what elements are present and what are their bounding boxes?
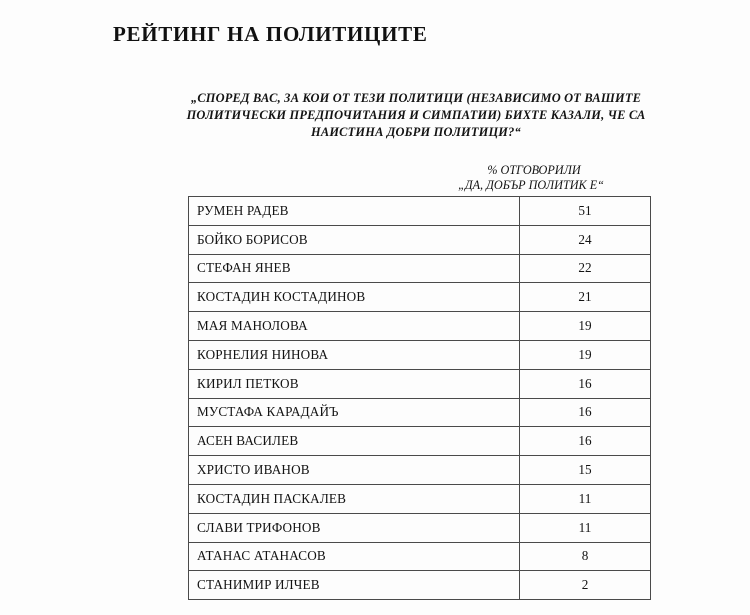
politician-value: 16 xyxy=(520,369,651,398)
politician-name: СТАНИМИР ИЛЧЕВ xyxy=(189,571,520,600)
table-row xyxy=(189,254,651,283)
survey-question-line-2: ПОЛИТИЧЕСКИ ПРЕДПОЧИТАНИЯ И СИМПАТИИ) БИХТЕ КАЗАЛИ, ЧЕ СА xyxy=(186,108,646,122)
table-row xyxy=(189,225,651,254)
table-row xyxy=(189,427,651,456)
table-row xyxy=(189,312,651,341)
survey-question xyxy=(148,90,684,141)
table-row xyxy=(189,456,651,485)
politician-value: 51 xyxy=(520,197,651,226)
table-row xyxy=(189,513,651,542)
politician-name: СЛАВИ ТРИФОНОВ xyxy=(189,513,520,542)
politician-value: 2 xyxy=(520,571,651,600)
table-row xyxy=(189,369,651,398)
politician-value: 24 xyxy=(520,225,651,254)
page-title: РЕЙТИНГ НА ПОЛИТИЦИТЕ xyxy=(113,22,428,46)
politician-value: 19 xyxy=(520,340,651,369)
politician-value: 11 xyxy=(520,484,651,513)
politician-value: 16 xyxy=(520,398,651,427)
politician-name: МАЯ МАНОЛОВА xyxy=(189,312,520,341)
table-row xyxy=(189,398,651,427)
survey-question-line-1: „СПОРЕД ВАС, ЗА КОИ ОТ ТЕЗИ ПОЛИТИЦИ (НЕЗАВИСИМО ОТ ВАШИТЕ xyxy=(190,91,642,105)
value-column-header-line-2: „ДА, ДОБЪР ПОЛИТИК Е“ xyxy=(458,177,604,192)
politician-name: СТЕФАН ЯНЕВ xyxy=(189,254,520,283)
politician-name: КОРНЕЛИЯ НИНОВА xyxy=(189,340,520,369)
politician-name: КОСТАДИН КОСТАДИНОВ xyxy=(189,283,520,312)
table-row xyxy=(189,283,651,312)
table-body xyxy=(189,197,651,600)
politician-value: 8 xyxy=(520,542,651,571)
table-row xyxy=(189,571,651,600)
politician-value: 15 xyxy=(520,456,651,485)
politician-name: АТАНАС АТАНАСОВ xyxy=(189,542,520,571)
politician-name: МУСТАФА КАРАДАЙЪ xyxy=(189,398,520,427)
politician-value: 19 xyxy=(520,312,651,341)
table-row xyxy=(189,197,651,226)
politician-name: БОЙКО БОРИСОВ xyxy=(189,225,520,254)
politician-name: РУМЕН РАДЕВ xyxy=(189,197,520,226)
survey-question-line-3: НАИСТИНА ДОБРИ ПОЛИТИЦИ?“ xyxy=(311,125,521,139)
politician-name: ХРИСТО ИВАНОВ xyxy=(189,456,520,485)
politician-value: 22 xyxy=(520,254,651,283)
politician-name: КОСТАДИН ПАСКАЛЕВ xyxy=(189,484,520,513)
table-row xyxy=(189,340,651,369)
table-row xyxy=(189,542,651,571)
value-column-header-line-1: % ОТГОВОРИЛИ xyxy=(487,163,581,177)
politician-name: АСЕН ВАСИЛЕВ xyxy=(189,427,520,456)
politician-value: 21 xyxy=(520,283,651,312)
politician-name: КИРИЛ ПЕТКОВ xyxy=(189,369,520,398)
value-column-header xyxy=(400,163,662,192)
politician-value: 11 xyxy=(520,513,651,542)
politician-value: 16 xyxy=(520,427,651,456)
politician-rating-table xyxy=(188,196,651,600)
table-row xyxy=(189,484,651,513)
